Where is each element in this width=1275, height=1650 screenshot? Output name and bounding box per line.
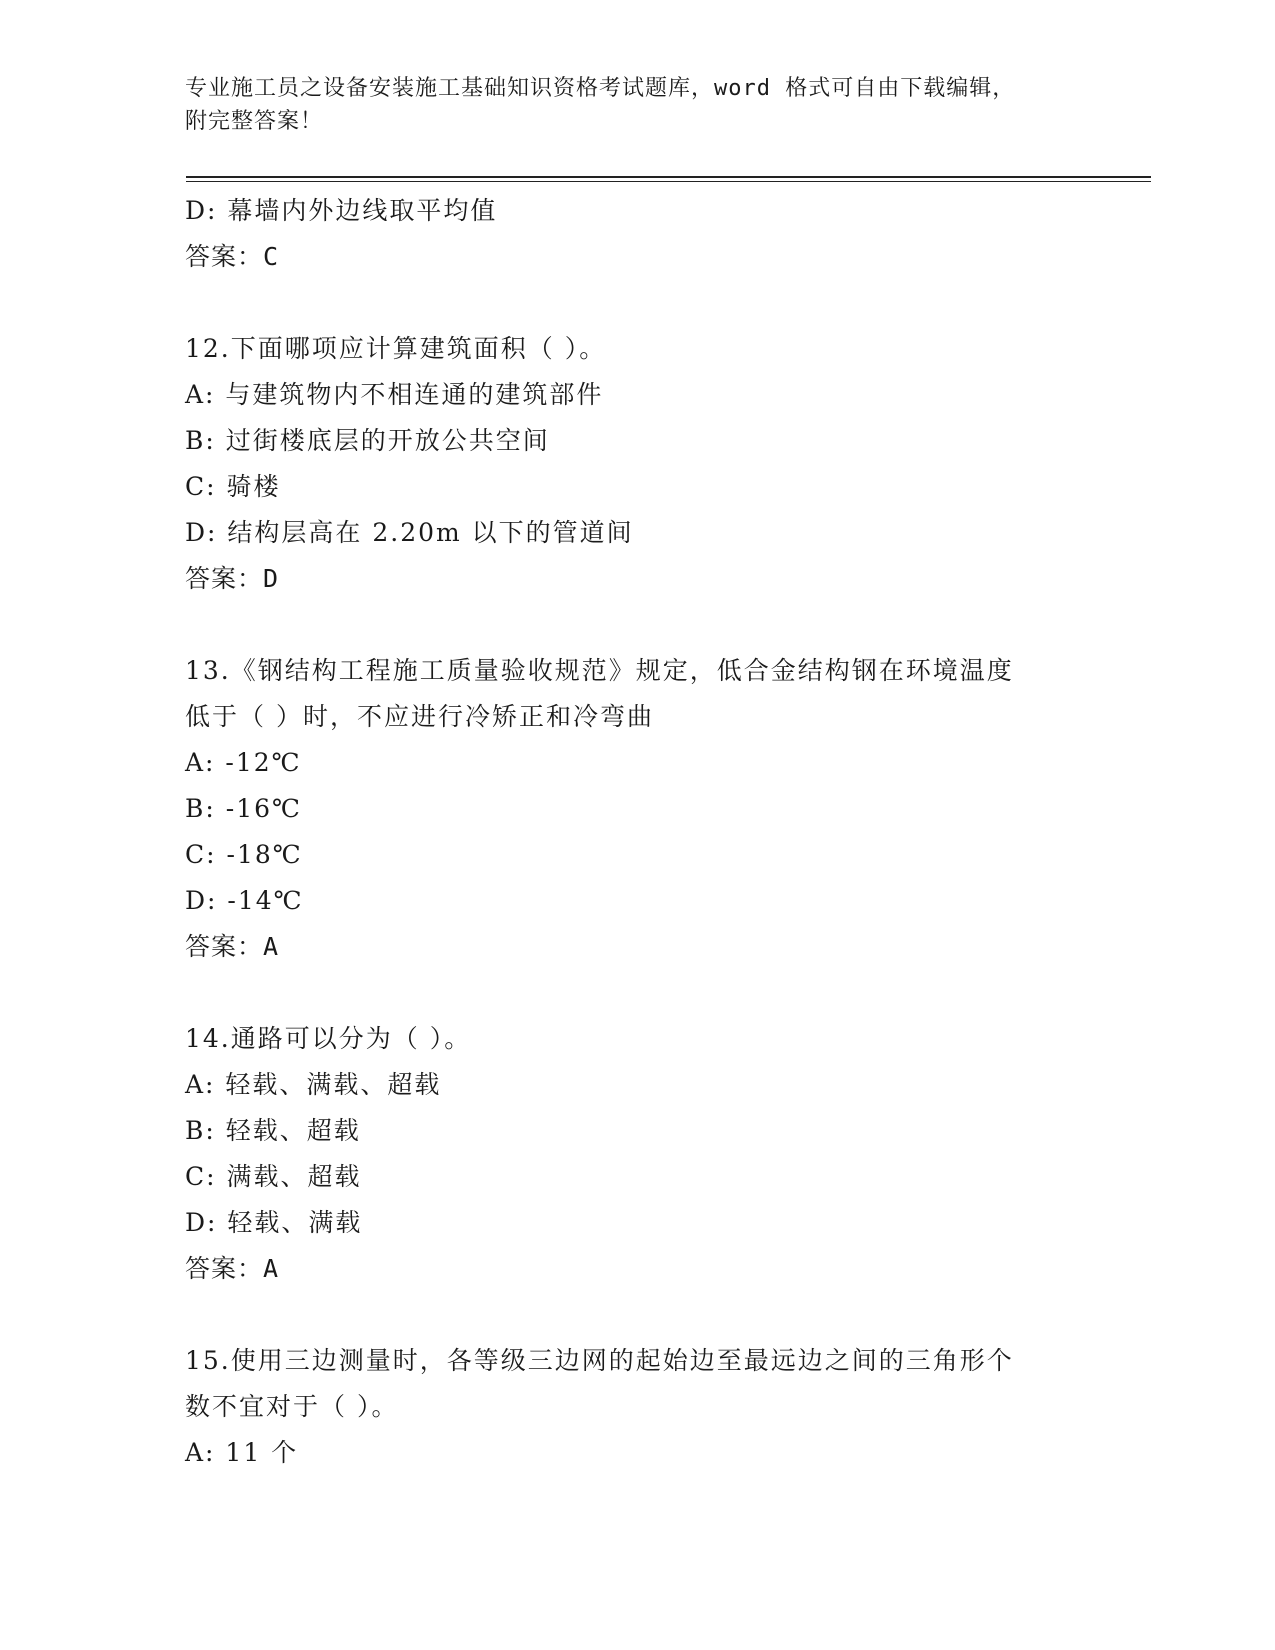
q12-option-a: A: 与建筑物内不相连通的建筑部件 — [185, 380, 604, 409]
q11-option-d: D: 幕墙内外边线取平均值 — [185, 196, 498, 225]
q14-option-d: D: 轻载、满载 — [185, 1208, 363, 1237]
header-line-1: 专业施工员之设备安装施工基础知识资格考试题库，word 格式可自由下载编辑， — [185, 76, 1016, 101]
q11-answer: 答案：C — [185, 242, 280, 271]
header-line-2: 附完整答案！ — [185, 109, 324, 134]
q13-question-line-1: 13.《钢结构工程施工质量验收规范》规定，低合金结构钢在环境温度 — [185, 656, 1014, 685]
q14-answer: 答案：A — [185, 1254, 280, 1283]
q14-question: 14.通路可以分为（ ）。 — [185, 1024, 472, 1053]
spacer — [185, 970, 1085, 1016]
q13-answer: 答案：A — [185, 932, 280, 961]
q14-option-a: A: 轻载、满载、超载 — [185, 1070, 442, 1099]
q14-option-c: C: 满载、超载 — [185, 1162, 362, 1191]
spacer — [185, 602, 1085, 648]
header-divider-thin — [186, 181, 1151, 182]
q14-option-b: B: 轻载、超载 — [185, 1116, 361, 1145]
q15-question-line-1: 15.使用三边测量时，各等级三边网的起始边至最远边之间的三角形个 — [185, 1346, 1014, 1375]
q13-question-line-2: 低于（ ）时，不应进行冷矫正和冷弯曲 — [185, 702, 654, 731]
q15-question-line-2: 数不宜对于（ ）。 — [185, 1392, 399, 1421]
q13-option-a: A: -12℃ — [185, 748, 302, 777]
header-divider-thick — [186, 176, 1151, 178]
q13-option-d: D: -14℃ — [185, 886, 304, 915]
document-header — [185, 72, 1065, 138]
q12-answer: 答案：D — [185, 564, 280, 593]
q13-option-c: C: -18℃ — [185, 840, 303, 869]
q12-option-b: B: 过街楼底层的开放公共空间 — [185, 426, 550, 455]
q12-option-c: C: 骑楼 — [185, 472, 281, 501]
question-list — [185, 188, 1085, 1476]
q12-question: 12.下面哪项应计算建筑面积（ ）。 — [185, 334, 607, 363]
spacer — [185, 280, 1085, 326]
spacer — [185, 1292, 1085, 1338]
q15-option-a: A: 11 个 — [185, 1438, 299, 1467]
q12-option-d: D: 结构层高在 2.20m 以下的管道间 — [185, 518, 634, 547]
q13-option-b: B: -16℃ — [185, 794, 302, 823]
